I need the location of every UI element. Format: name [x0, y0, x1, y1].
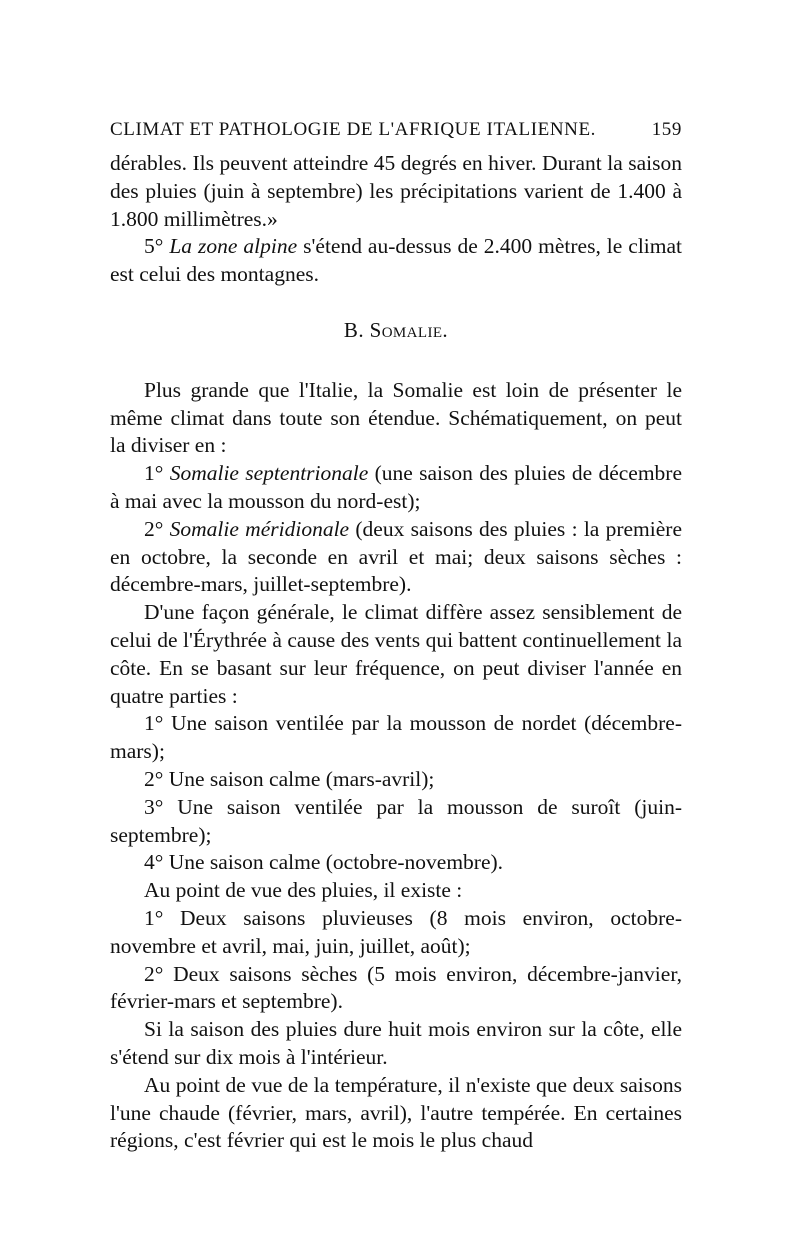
paragraph: 3° Une saison ventilée par la mousson de suroît (juin-septembre); — [110, 794, 682, 847]
paragraph: 1° Deux saisons pluvieuses (8 mois environ, octobre-novembre et avril, mai, juin, juillet, août); — [110, 905, 682, 958]
book-page — [110, 118, 682, 1155]
section-title: Somalie. — [369, 317, 449, 342]
list-number: 1° — [144, 461, 164, 486]
page-number: 159 — [651, 119, 682, 140]
body-text — [110, 150, 682, 1155]
paragraph: 4° Une saison calme (octobre-novembre). — [144, 850, 504, 875]
emphasis: Somalie méridionale — [169, 516, 350, 541]
paragraph — [110, 233, 682, 289]
running-head — [110, 118, 682, 142]
paragraph-text: (deux saisons des pluies : la première en octobre, la seconde en avril et mai; deux saisons sèches : décembre-mars, juillet-septembre). — [110, 516, 683, 597]
paragraph-text: s'étend au-dessus de 2.400 mètres, le climat est celui des montagnes. — [110, 234, 683, 287]
paragraph: dérables. Ils peuvent atteindre 45 degrés en hiver. Durant la saison des pluies (juin à septembre) les précipitations varient de 1.400 à 1.800 millimètres.» — [110, 151, 682, 231]
emphasis: La zone alpine — [169, 234, 298, 259]
running-title: CLIMAT ET PATHOLOGIE DE L'AFRIQUE ITALIENNE. — [110, 119, 597, 140]
emphasis: Somalie septentrionale — [169, 461, 369, 486]
paragraph: Au point de vue de la température, il n'existe que deux saisons l'une chaude (février, mars, avril), l'autre tempérée. En certaines régions, c'est février qui est le mois le plus chaud — [110, 1072, 682, 1153]
paragraph: 2° Deux saisons sèches (5 mois environ, décembre-janvier, février-mars et septembre). — [110, 961, 682, 1014]
list-number: 2° — [144, 516, 164, 541]
section-prefix: B. — [343, 317, 364, 342]
list-number: 5° — [144, 234, 164, 259]
section-heading — [110, 317, 682, 345]
paragraph: 1° Une saison ventilée par la mousson de nordet (décembre-mars); — [110, 711, 682, 764]
paragraph: Plus grande que l'Italie, la Somalie est loin de présenter le même climat dans toute son étendue. Schématiquement, on peut la diviser en : — [110, 377, 682, 458]
paragraph — [110, 460, 682, 516]
paragraph-text: (une saison des pluies de décembre à mai avec la mousson du nord-est); — [110, 461, 683, 513]
paragraph: Si la saison des pluies dure huit mois environ sur la côte, elle s'étend sur dix mois à l'intérieur. — [110, 1017, 682, 1069]
paragraph — [110, 516, 682, 599]
paragraph: Au point de vue des pluies, il existe : — [144, 878, 463, 903]
paragraph: D'une façon générale, le climat diffère assez sensiblement de celui de l'Érythrée à cause des vents qui battent continuellement la côte. En se basant sur leur fréquence, on peut diviser l'année en quatre parties : — [110, 600, 682, 708]
paragraph: 2° Une saison calme (mars-avril); — [144, 766, 435, 791]
